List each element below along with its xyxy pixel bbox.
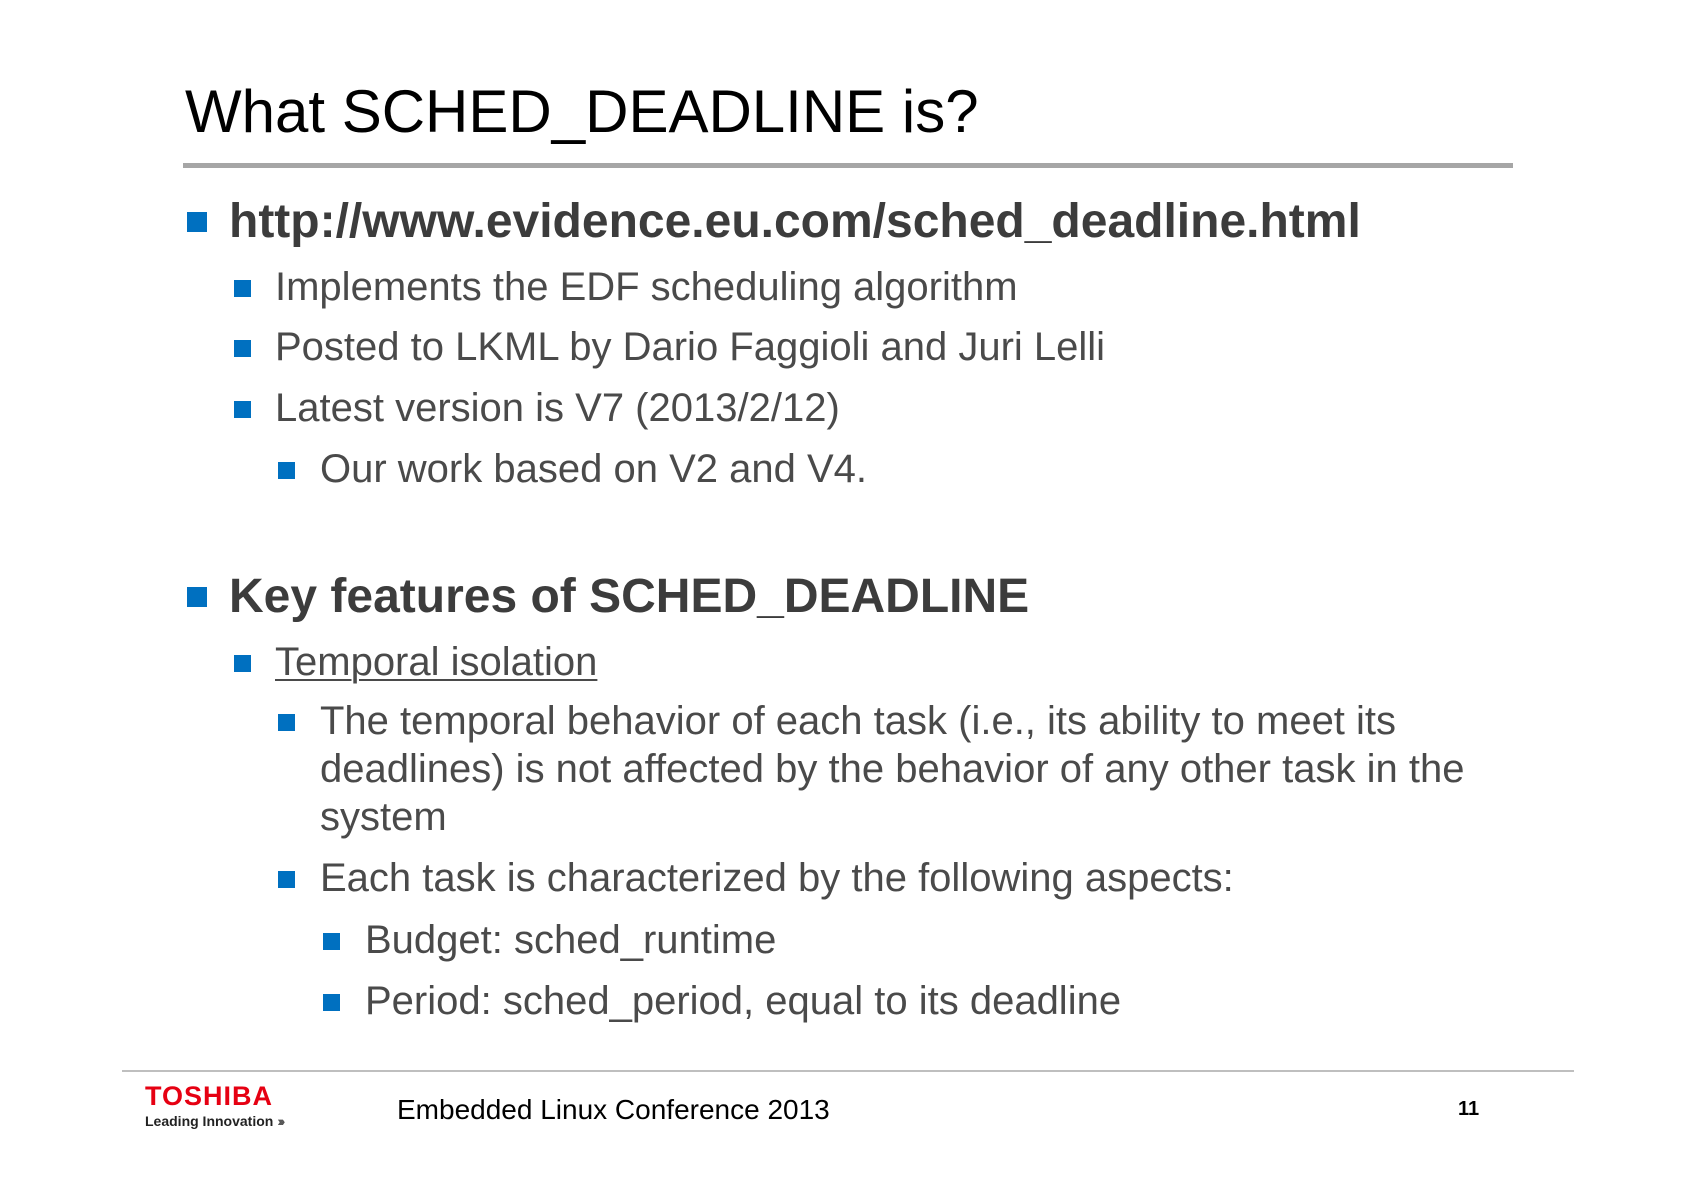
bullet-period xyxy=(365,981,1121,1021)
bullet-task-aspects xyxy=(320,854,1500,902)
bullet-temporal-behavior xyxy=(320,697,1500,841)
conference-name: Embedded Linux Conference 2013 xyxy=(397,1094,830,1125)
square-bullet-icon xyxy=(278,714,295,731)
title-divider xyxy=(183,163,1513,168)
logo-wordmark: TOSHIBA xyxy=(145,1081,274,1111)
square-bullet-icon xyxy=(234,340,251,357)
bullet-text: Posted to LKML by Dario Faggioli and Juri Lelli xyxy=(275,325,1106,369)
bullet-text: The temporal behavior of each task (i.e., its ability to meet its deadlines) is not affected by the behavior of any other task in the system xyxy=(320,699,1465,839)
bullet-text: Key features of SCHED_DEADLINE xyxy=(229,570,1030,623)
square-bullet-icon xyxy=(278,871,295,888)
bullet-text: Our work based on V2 and V4. xyxy=(320,447,867,491)
bullet-key-features xyxy=(229,570,1030,623)
square-bullet-icon xyxy=(278,462,295,479)
bullet-our-work xyxy=(320,449,867,489)
square-bullet-icon xyxy=(187,212,207,232)
logo-tagline xyxy=(145,1113,282,1129)
bullet-text: Period: sched_period, equal to its deadline xyxy=(365,979,1122,1023)
bullet-budget xyxy=(365,920,776,960)
page-number: 11 xyxy=(1458,1098,1480,1120)
square-bullet-icon xyxy=(187,587,207,607)
bullet-text: http://www.evidence.eu.com/sched_deadline.html xyxy=(229,195,1361,248)
bullet-temporal-isolation xyxy=(275,642,597,682)
footer-divider xyxy=(122,1070,1574,1072)
chevron-right-icon: ››› xyxy=(277,1113,283,1129)
logo-tagline-text: Leading Innovation xyxy=(145,1113,274,1129)
bullet-lkml xyxy=(275,327,1105,367)
bullet-url xyxy=(229,195,1361,248)
bullet-text: Implements the EDF scheduling algorithm xyxy=(275,265,1018,309)
square-bullet-icon xyxy=(234,280,251,297)
bullet-text: Temporal isolation xyxy=(275,640,598,684)
square-bullet-icon xyxy=(234,401,251,418)
toshiba-logo xyxy=(145,1083,282,1129)
square-bullet-icon xyxy=(323,933,340,950)
square-bullet-icon xyxy=(323,994,340,1011)
slide-title: What SCHED_DEADLINE is? xyxy=(185,78,979,145)
bullet-edf xyxy=(275,267,1018,307)
square-bullet-icon xyxy=(234,655,251,672)
bullet-text: Budget: sched_runtime xyxy=(365,918,777,962)
bullet-text: Latest version is V7 (2013/2/12) xyxy=(275,386,840,430)
bullet-text: Each task is characterized by the following aspects: xyxy=(320,856,1234,900)
bullet-latest-version xyxy=(275,388,840,428)
